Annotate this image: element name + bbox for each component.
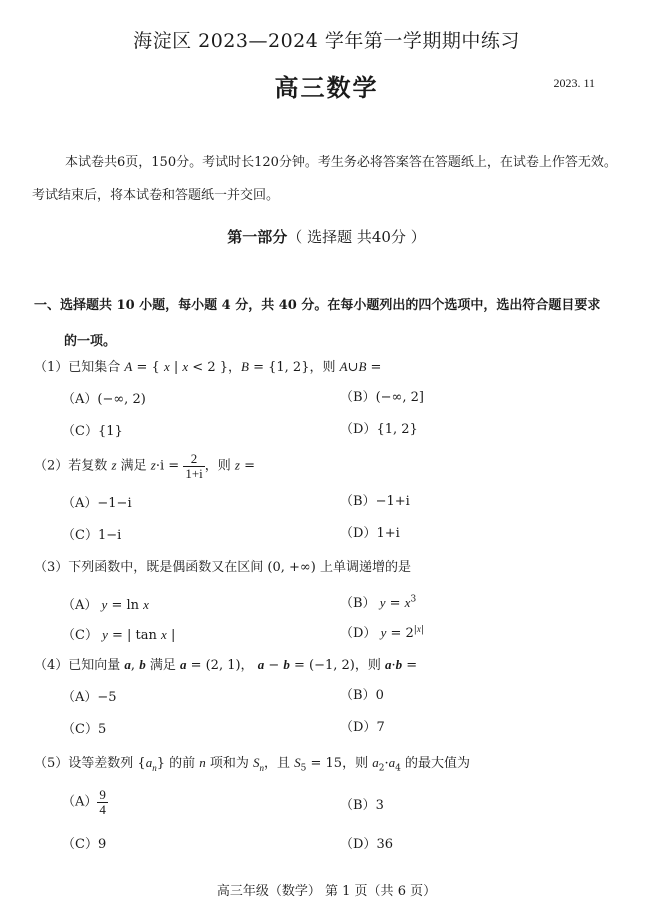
exam-instructions: 本试卷共6页，150分。考试时长120分钟。考生务必将答案答在答题纸上，在试卷上作答无效。考试结束后，将本试卷和答题纸一并交回。 [32,155,617,203]
section-instructions [34,288,624,360]
fraction: $\frac{9}{4}$ [99,787,106,817]
question-3-option-b[interactable]: （B） $y = x^3$ [340,594,417,611]
question-4-option-c[interactable]: （C）5 [62,722,107,737]
question-2-option-a[interactable]: （A）−1−i [62,496,132,511]
question-5-option-d[interactable]: （D）36 [340,837,393,852]
question-2-stem: （2）若复数 z 满足 z·i = $\frac{2}{1+i}$ ，则 z = [34,451,256,481]
question-5-option-a[interactable]: （A） $\frac{9}{4}$ [62,787,106,817]
question-2-option-b[interactable]: （B）−1+i [340,494,410,509]
part-title: 第一部分 [227,228,288,246]
question-4-option-b[interactable]: （B）0 [340,688,384,703]
question-1-option-d[interactable]: （D）{1, 2} [340,422,418,437]
subject-title: 高三数学 [274,73,379,102]
page-footer: 高三年级（数学） 第 1 页（共 6 页） [216,884,437,899]
question-number: （4） [34,658,69,673]
question-4-option-a[interactable]: （A）−5 [62,690,117,705]
question-3-stem: （3）下列函数中，既是偶函数又在区间 (0, +∞) 上单调递增的是 [34,560,411,575]
question-4-stem: （4）已知向量 a, b 满足 a = (2, 1)， a − b = (−1, 2)，则 a·b = [34,657,418,673]
section-line-2: 的一项。 [64,334,117,349]
question-3-option-d[interactable]: （D） $y = 2^{|x|}$ [340,623,424,641]
question-number: （5） [34,756,69,771]
question-4-option-d[interactable]: （D）7 [340,720,385,735]
fraction: $\frac{2}{1+i}$ [185,451,203,481]
exam-date: 2023. 11 [553,76,595,90]
question-5-option-c[interactable]: （C）9 [62,837,107,852]
question-number: （2） [34,458,69,474]
question-5-stem: （5）设等差数列 $\{a_n\}$ 的前 n 项和为 $S_n$，且 $S_5 = 15$，则 $a_2\cdot a_4$ 的最大值为 [34,755,470,774]
question-1-option-c[interactable]: （C）{1} [62,424,123,439]
question-1-option-a[interactable]: （A）(−∞, 2) [62,392,146,407]
section-line-1: 一、选择题共 10 小题，每小题 4 分，共 40 分。在每小题列出的四个选项中，选出符合题目要求 [34,298,601,313]
exam-title: 海淀区 2023—2024 学年第一学期期中练习 [133,30,520,52]
question-number: （3） [34,560,69,575]
question-1-stem: （1）已知集合 A = { x | x < 2 }，B = {1, 2}，则 A∪B = [34,359,382,375]
part-subtitle: （ 选择题 共40分 ） [287,228,426,246]
question-3-option-a[interactable]: （A） y = ln x [62,597,149,613]
question-5-option-b[interactable]: （B）3 [340,798,384,813]
question-2-option-d[interactable]: （D）1+i [340,526,400,541]
question-3-option-c[interactable]: （C） y = | tan x | [62,627,176,643]
part-heading [0,226,653,247]
question-2-option-c[interactable]: （C）1−i [62,528,122,543]
question-1-option-b[interactable]: （B）(−∞, 2] [340,390,424,405]
question-number: （1） [34,360,69,375]
